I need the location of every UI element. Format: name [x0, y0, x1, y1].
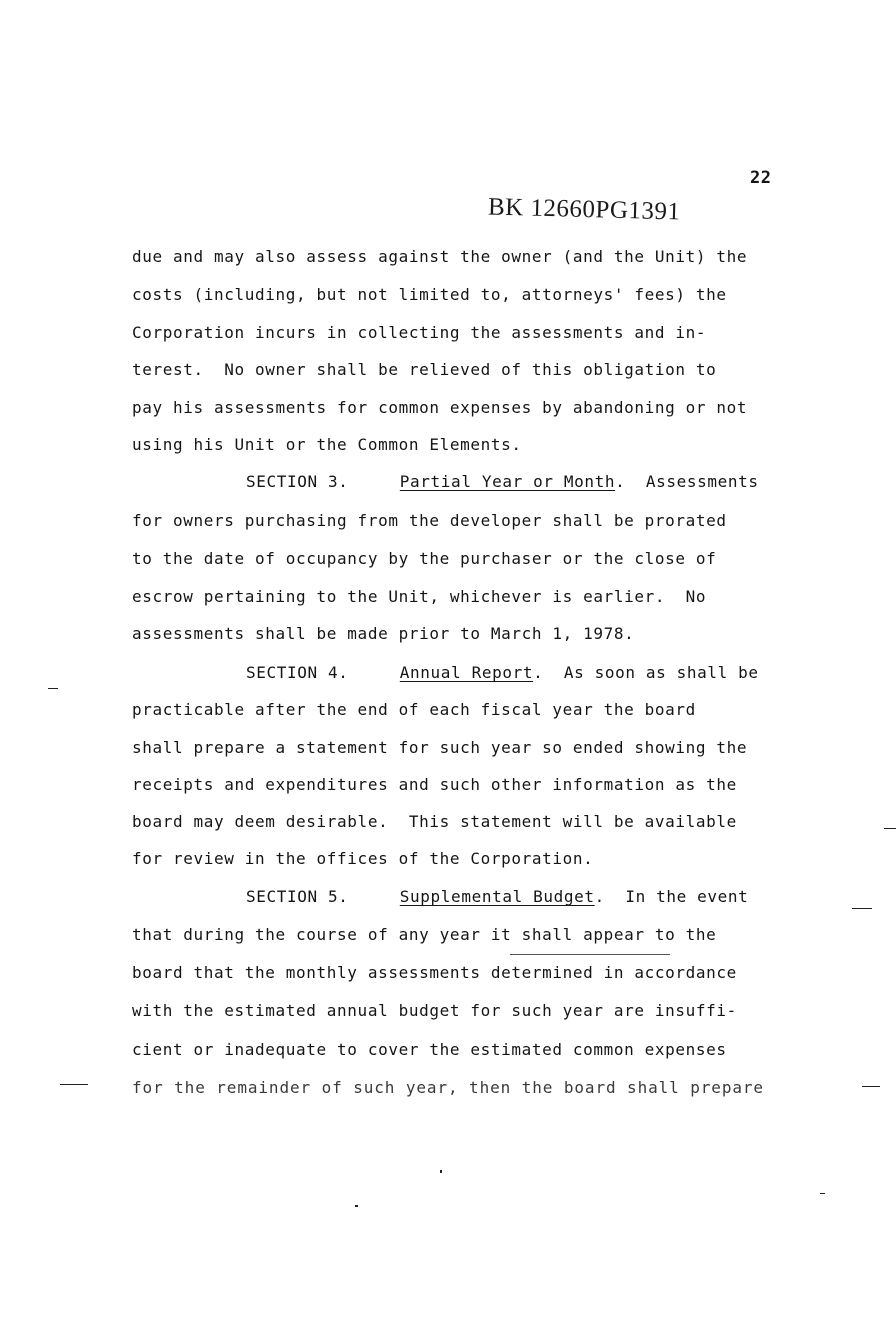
- text-line: cient or inadequate to cover the estimated common expenses: [132, 1040, 727, 1059]
- section-3-label: SECTION 3.: [246, 472, 349, 491]
- text-line: escrow pertaining to the Unit, whichever is earlier. No: [132, 587, 707, 606]
- section-4-label: SECTION 4.: [246, 663, 349, 682]
- scan-speck: [60, 1084, 88, 1085]
- section-4-lead: As soon as shall be: [543, 663, 759, 682]
- text-line: costs (including, but not limited to, attorneys' fees) the: [132, 285, 727, 304]
- section-5-lead: In the event: [604, 887, 749, 906]
- text-line: Corporation incurs in collecting the assessments and in-: [132, 323, 707, 342]
- section-4-title: Annual Report: [399, 663, 534, 682]
- text-line: board that the monthly assessments determined in accordance: [132, 963, 737, 982]
- text-line: using his Unit or the Common Elements.: [132, 435, 522, 454]
- scan-speck: [820, 1193, 825, 1194]
- text-line: practicable after the end of each fiscal year the board: [132, 700, 696, 719]
- scan-speck: [852, 908, 872, 909]
- scan-speck: [48, 688, 58, 689]
- recording-stamp: BK 12660PG1391: [487, 193, 681, 226]
- scan-speck: [862, 1086, 880, 1087]
- text-line: that during the course of any year it shall appear to the: [132, 925, 717, 944]
- section-5-title: Supplemental Budget: [399, 887, 595, 906]
- text-line: pay his assessments for common expenses by abandoning or not: [132, 398, 748, 417]
- section-3-title: Partial Year or Month: [399, 472, 616, 491]
- text-line: due and may also assess against the owner (and the Unit) the: [132, 247, 748, 266]
- text-line: to the date of occupancy by the purchaser or the close of: [132, 549, 717, 568]
- section-5-heading-line: SECTION 5. Supplemental Budget. In the event: [246, 887, 749, 906]
- scan-speck: [884, 828, 896, 829]
- text-line: board may deem desirable. This statement will be available: [132, 812, 737, 831]
- section-4-heading-line: SECTION 4. Annual Report. As soon as shall be: [246, 663, 759, 682]
- text-line: for owners purchasing from the developer shall be prorated: [132, 511, 727, 530]
- text-line: for the remainder of such year, then the board shall prepare: [132, 1078, 764, 1097]
- section-5-label: SECTION 5.: [246, 887, 349, 906]
- text-line: for review in the offices of the Corporation.: [132, 849, 594, 868]
- text-line: with the estimated annual budget for such year are insuffi-: [132, 1001, 737, 1020]
- text-line: receipts and expenditures and such other information as the: [132, 775, 737, 794]
- page-number: 22: [750, 168, 772, 188]
- text-line: assessments shall be made prior to March 1, 1978.: [132, 624, 635, 643]
- text-line: shall prepare a statement for such year so ended showing the: [132, 738, 748, 757]
- section-3-lead: Assessments: [625, 472, 759, 491]
- section-3-heading-line: SECTION 3. Partial Year or Month. Assessments: [246, 472, 759, 491]
- text-line: terest. No owner shall be relieved of this obligation to: [132, 360, 717, 379]
- scan-speck: [510, 954, 670, 955]
- scan-speck: [355, 1205, 358, 1207]
- scan-speck: [440, 1170, 442, 1173]
